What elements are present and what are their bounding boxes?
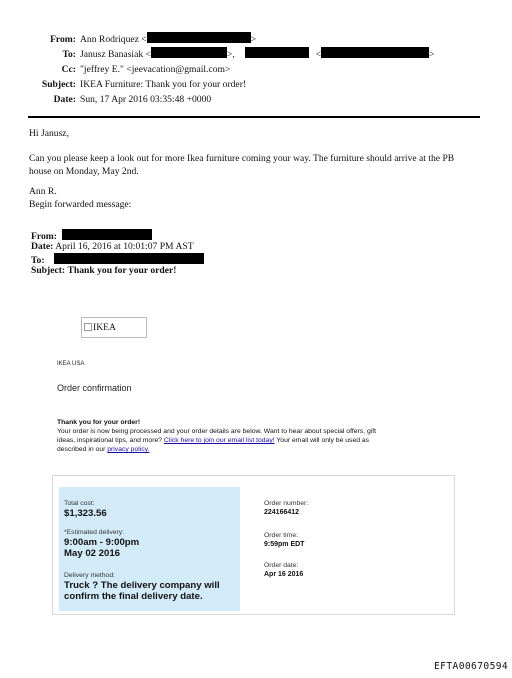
header-to-row — [0, 47, 512, 62]
delivery-method-label: Delivery method: — [64, 572, 115, 579]
fwd-to-label: To: — [31, 255, 45, 266]
order-date-value: Apr 16 2016 — [264, 571, 304, 578]
total-cost-label: Total cost: — [64, 500, 95, 507]
date-label: Date: — [53, 94, 76, 105]
order-time-label: Order time: — [264, 532, 298, 539]
thanks-heading: Thank you for your order! — [57, 419, 141, 426]
order-time-value: 9:59pm EDT — [264, 541, 305, 548]
fwd-date-row — [31, 241, 194, 254]
join-email-list-link[interactable]: Click here to join our email list today! — [163, 437, 275, 444]
document-id: EFTA00670594 — [434, 661, 509, 672]
message-line: Can you please keep a look out for more Ikea furniture coming your way. The furniture should arrive at the PB — [29, 153, 455, 164]
header-subject-row — [0, 77, 512, 92]
order-number-label: Order number: — [264, 500, 309, 507]
estimated-delivery-label: *Estimated delivery: — [64, 529, 125, 536]
forward-intro: Begin forwarded message: — [29, 199, 132, 210]
ikea-logo-alt: IKEA — [93, 322, 116, 333]
fwd-date-label: Date: — [31, 241, 54, 252]
to-label: To: — [62, 49, 76, 60]
header-cc-row — [0, 62, 512, 77]
thanks-text: Your order is now being processed and your order details are below. Want to hear about special offers, gift — [57, 428, 377, 435]
redaction-bar — [54, 253, 204, 264]
redaction-bar — [245, 47, 309, 58]
message-signoff — [29, 185, 131, 211]
order-number-value: 224166412 — [264, 509, 300, 516]
header-from-row — [0, 32, 512, 47]
subject-label: Subject: — [41, 79, 76, 90]
fwd-date-value: April 16, 2016 at 10:01:07 PM AST — [55, 241, 194, 252]
redaction-bar — [151, 47, 227, 58]
estimated-delivery-time: 9:00am - 9:00pm — [64, 537, 140, 548]
fwd-subject-row — [31, 265, 176, 278]
fwd-subject-label: Subject: — [31, 265, 66, 276]
signature: Ann R. — [29, 186, 57, 197]
subject-value: IKEA Furniture: Thank you for your order! — [80, 79, 247, 90]
brand-small: IKEA USA — [57, 361, 85, 367]
message-body — [29, 152, 499, 178]
to-close: > — [429, 49, 435, 60]
delivery-method-value — [64, 580, 220, 602]
privacy-policy-link[interactable]: privacy policy. — [107, 446, 150, 453]
greeting: Hi Janusz, — [29, 128, 69, 139]
delivery-method-line: Truck ? The delivery company will — [64, 580, 220, 591]
redaction-bar — [321, 47, 429, 58]
to-name: Janusz Banasiak < — [80, 49, 151, 60]
cc-value: "jeffrey E." <jeevacation@gmail.com> — [80, 64, 231, 75]
redaction-bar — [147, 32, 251, 43]
estimated-delivery-date: May 02 2016 — [64, 548, 121, 559]
ikea-logo-image — [81, 317, 147, 338]
order-confirmation-title: Order confirmation — [57, 383, 132, 393]
from-close: > — [250, 34, 257, 45]
to-lt: < — [315, 49, 321, 60]
broken-image-icon — [84, 323, 92, 331]
thanks-text: ideas, inspirational tips, and more? — [57, 437, 164, 444]
thanks-text: Your email will only be used as — [274, 437, 370, 444]
fwd-from-label: From: — [31, 231, 57, 242]
to-separator: >, — [226, 49, 235, 60]
delivery-method-line: confirm the final delivery date. — [64, 591, 203, 602]
from-name: Ann Rodriquez < — [80, 34, 147, 45]
thanks-block — [57, 418, 376, 454]
message-line: house on Monday, May 2nd. — [29, 166, 139, 177]
from-label: From: — [50, 34, 76, 45]
total-cost-value: $1,323.56 — [64, 508, 107, 519]
header-date-row — [0, 92, 512, 107]
order-date-label: Order date: — [264, 562, 299, 569]
fwd-subject-value: Thank you for your order! — [67, 265, 177, 276]
cc-label: Cc: — [61, 64, 76, 75]
thanks-text: described in our — [57, 446, 108, 453]
date-value: Sun, 17 Apr 2016 03:35:48 +0000 — [80, 94, 212, 105]
header-divider — [28, 116, 480, 118]
redaction-bar — [62, 229, 152, 240]
